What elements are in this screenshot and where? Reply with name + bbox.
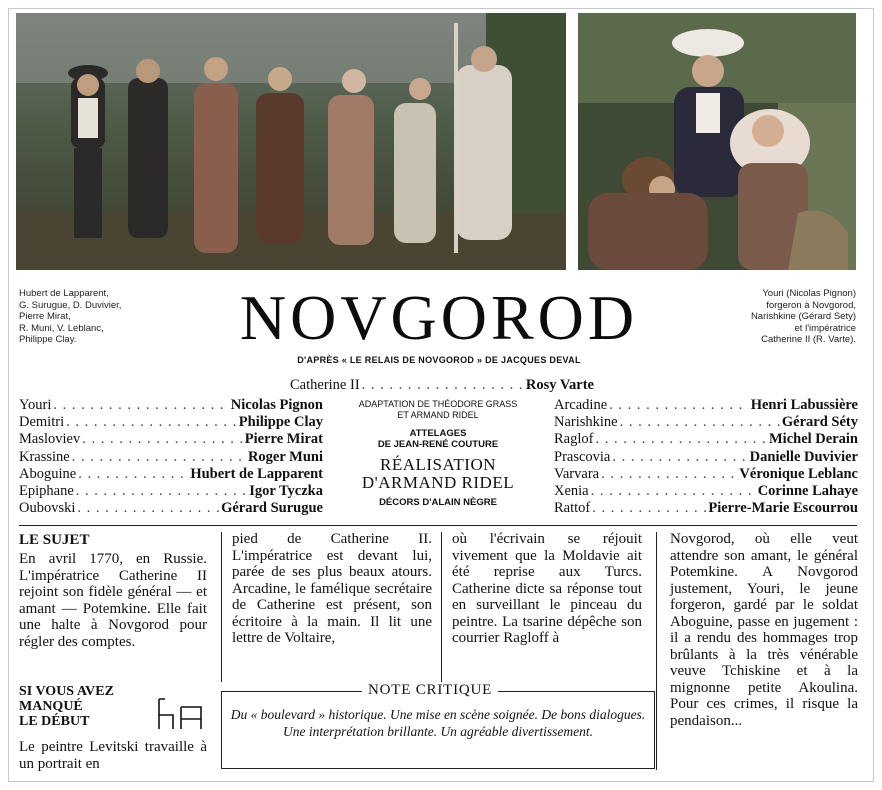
leader-dots xyxy=(612,449,747,466)
actor-name: Gérard Séty xyxy=(781,414,858,431)
actor-name: Danielle Duvivier xyxy=(749,448,858,465)
actor-name: Nicolas Pignon xyxy=(230,397,323,413)
role-name: Masloviev xyxy=(19,431,81,448)
actor-name: Véronique Leblanc xyxy=(739,465,858,482)
page-title: NOVGOROD xyxy=(239,282,639,353)
role-name: Prascovia xyxy=(554,448,611,465)
role-name: Epiphane xyxy=(19,482,74,499)
right-photo-caption: Youri (Nicolas Pignon) forgeron à Novgorod, Narishkine (Gérard Sety) et l'impératrice Catherine II (R. Varte). xyxy=(750,288,856,345)
leader-dots xyxy=(76,483,248,500)
manque-text: Le peintre Levitski travaille à un portrait en xyxy=(19,739,207,772)
leader-dots xyxy=(72,449,246,466)
cast-row xyxy=(554,483,858,500)
realisation-credit: RÉALISATION D'ARMAND RIDEL xyxy=(361,455,515,492)
production-credits xyxy=(332,399,544,508)
role-name: Krassine xyxy=(19,448,70,465)
attelages-credit: ATTELAGES DE JEAN-RENÉ COUTURE xyxy=(377,428,499,450)
leader-dots xyxy=(77,500,219,517)
cast-row xyxy=(19,414,323,431)
leader-dots xyxy=(53,397,228,414)
cast-row xyxy=(19,483,323,500)
leader-dots xyxy=(82,431,243,448)
cast-row xyxy=(554,431,858,448)
actor-name: Henri Labussière xyxy=(750,397,858,413)
actor-name: Gérard Surugue xyxy=(221,500,323,517)
leader-dots xyxy=(362,377,524,394)
note-critique-text: Du « boulevard » historique. Une mise en scène soignée. De bons dialogues. Une interprétation brillante. Un agréable divertissement. xyxy=(230,707,646,739)
role-name: Catherine II xyxy=(290,377,360,393)
role-name: Oubovski xyxy=(19,500,76,517)
actor-name: Corinne Lahaye xyxy=(757,482,858,499)
section-divider xyxy=(19,525,857,526)
cast-list-left xyxy=(19,397,323,517)
sujet-text: En avril 1770, en Russie. L'impératrice Catherine II rejoint son fidèle général — et amant — Potemkine. Elle fait une halte à Novgorod pour régler des comptes. xyxy=(19,551,207,650)
leader-dots xyxy=(620,414,780,431)
chairs-icon xyxy=(155,697,205,731)
column-4-text: Novgorod, où elle veut attendre son amant, le général Potemkine. A Novgorod justement, Youri, le jeune forgeron, gardé par le soldat Aboguine, passe en jugement : il a rendu des hommages trop brûlants à la très vénérable veuve Tchiskine et à la mignonne petite Akoulina. Pour ces crimes, il risque la pendaison... xyxy=(670,531,858,729)
cast-row xyxy=(554,466,858,483)
cast-row xyxy=(19,500,323,517)
cast-list-right xyxy=(554,397,858,517)
cast-row xyxy=(290,377,594,394)
role-name: Youri xyxy=(19,397,52,413)
actor-name: Roger Muni xyxy=(247,448,323,465)
adaptation-credit: ADAPTATION DE THÉODORE GRASS ET ARMAND RIDEL xyxy=(358,399,518,420)
cast-row xyxy=(19,431,323,448)
leader-dots xyxy=(66,414,237,431)
leader-dots xyxy=(601,466,737,483)
actor-name: Pierre-Marie Escourrou xyxy=(708,500,858,517)
top-cast xyxy=(290,377,594,394)
role-name: Demitri xyxy=(19,414,65,431)
empress-scene-photo xyxy=(578,13,856,270)
actor-name: Pierre Mirat xyxy=(244,431,323,448)
source-credit: D'APRÈS « LE RELAIS DE NOVGOROD » DE JACQUES DEVAL xyxy=(297,355,581,365)
note-critique-box xyxy=(221,682,655,769)
left-photo-caption: Hubert de Lapparent, G. Surugue, D. Duvivier, Pierre Mirat, R. Muni, V. Leblanc, Philippe Clay. xyxy=(19,288,122,345)
actor-name: Igor Tyczka xyxy=(249,482,323,499)
column-rule xyxy=(221,532,222,682)
column-3-text: où l'écrivain se réjouit vivement que la Moldavie ait été reprise aux Turcs. Catherine dicte sa réponse tout en surveillant le pinceau du peintre. La tsarine dépêche son courrier Ragloff à xyxy=(452,531,642,646)
sujet-heading: LE SUJET xyxy=(19,532,90,548)
column-rule xyxy=(441,532,442,682)
leader-dots xyxy=(591,483,756,500)
cast-row xyxy=(554,500,858,517)
role-name: Rattof xyxy=(554,500,591,517)
role-name: Arcadine xyxy=(554,397,608,413)
role-name: Varvara xyxy=(554,465,600,482)
role-name: Aboguine xyxy=(19,465,77,482)
note-critique-title: NOTE CRITIQUE xyxy=(362,682,498,699)
role-name: Narishkine xyxy=(554,414,618,431)
leader-dots xyxy=(78,466,188,483)
leader-dots xyxy=(592,500,706,517)
actor-name: Hubert de Lapparent xyxy=(190,465,323,482)
column-2-text: pied de Catherine II. L'impératrice est devant lui, parée de ses plus beaux atours. Arcadine, le famélique secrétaire de Catherine est présent, son écritoire à la main. Il lit une lettre de Voltaire, xyxy=(232,531,432,646)
cast-row xyxy=(19,466,323,483)
role-name: Xenia xyxy=(554,482,589,499)
cast-row xyxy=(554,449,858,466)
decors-credit: DÉCORS D'ALAIN NÈGRE xyxy=(379,497,497,508)
leader-dots xyxy=(609,397,749,414)
column-rule xyxy=(656,532,657,770)
cast-row xyxy=(554,397,858,414)
cast-group-photo xyxy=(16,13,566,270)
leader-dots xyxy=(595,431,767,448)
cast-row xyxy=(19,449,323,466)
cast-row xyxy=(554,414,858,431)
manque-heading: SI VOUS AVEZ MANQUÉ LE DÉBUT xyxy=(19,684,114,729)
actor-name: Michel Derain xyxy=(769,431,858,448)
role-name: Raglof xyxy=(554,431,594,448)
actor-name: Rosy Varte xyxy=(525,377,594,393)
actor-name: Philippe Clay xyxy=(238,414,323,431)
cast-row xyxy=(19,397,323,414)
